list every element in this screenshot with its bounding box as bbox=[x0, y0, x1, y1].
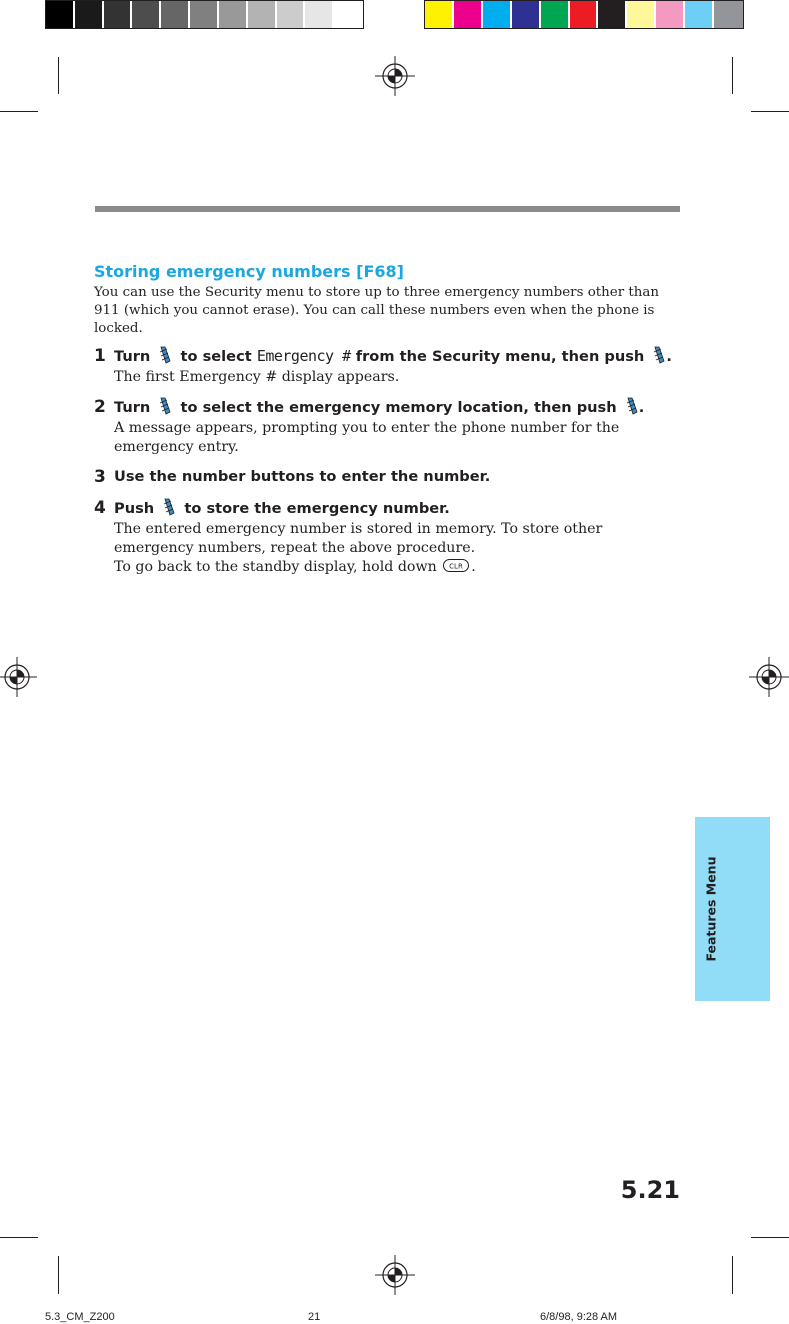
step-description bbox=[114, 368, 644, 387]
jog-dial-icon bbox=[158, 346, 172, 364]
section-heading: Storing emergency numbers [F68] bbox=[94, 262, 404, 281]
jog-dial-icon bbox=[652, 346, 666, 364]
color-bar bbox=[424, 0, 744, 29]
color-swatch bbox=[714, 1, 743, 28]
color-swatch bbox=[454, 1, 483, 28]
jog-dial-icon bbox=[158, 397, 172, 415]
step-text: . bbox=[471, 559, 476, 575]
tab-label-box bbox=[695, 817, 727, 1001]
step-body-line: The first Emergency # display appears. bbox=[114, 369, 400, 385]
color-swatch bbox=[248, 1, 277, 28]
crop-mark bbox=[0, 111, 38, 112]
color-swatch bbox=[104, 1, 133, 28]
registration-mark-icon bbox=[375, 1255, 415, 1295]
step-instruction bbox=[114, 397, 644, 418]
step-text: to store the emergency number. bbox=[184, 500, 450, 517]
color-swatch bbox=[334, 1, 363, 28]
step-number: 3 bbox=[94, 467, 106, 487]
color-swatch bbox=[277, 1, 306, 28]
step-description bbox=[114, 419, 644, 457]
step-text: to select bbox=[180, 348, 252, 365]
intro-line: You can use the Security menu to store up to three emergency numbers other than bbox=[94, 285, 659, 300]
step-number: 1 bbox=[94, 346, 106, 366]
step-body-line: emergency numbers, repeat the above procedure. bbox=[114, 540, 476, 556]
intro-line: locked. bbox=[94, 321, 143, 336]
step-body-line: The entered emergency number is stored in memory. To store other bbox=[114, 521, 603, 537]
color-swatch bbox=[512, 1, 541, 28]
step-text: Turn bbox=[114, 348, 151, 365]
footer-filename: 5.3_CM_Z200 bbox=[45, 1311, 115, 1323]
step-text: to select the emergency memory location, then push bbox=[180, 399, 617, 416]
crop-mark bbox=[751, 111, 789, 112]
color-swatch bbox=[46, 1, 75, 28]
section-rule bbox=[95, 206, 680, 212]
step-instruction bbox=[114, 346, 672, 367]
jog-dial-icon bbox=[625, 397, 639, 415]
step-text: from the Security menu, then push bbox=[355, 348, 645, 365]
color-swatch bbox=[190, 1, 219, 28]
crop-mark bbox=[732, 1256, 733, 1294]
intro-paragraph bbox=[94, 284, 674, 338]
color-swatch bbox=[161, 1, 190, 28]
color-swatch bbox=[685, 1, 714, 28]
crop-mark bbox=[58, 1256, 59, 1294]
color-swatch bbox=[75, 1, 104, 28]
step-instruction bbox=[114, 498, 450, 519]
registration-mark-icon bbox=[375, 56, 415, 96]
clr-key-icon bbox=[443, 559, 469, 572]
color-swatch bbox=[425, 1, 454, 28]
registration-mark-icon bbox=[749, 657, 789, 697]
color-swatch bbox=[627, 1, 656, 28]
color-swatch bbox=[656, 1, 685, 28]
step-text: . bbox=[666, 348, 672, 365]
footer-timestamp: 6/8/98, 9:28 AM bbox=[540, 1311, 618, 1323]
step-text: Push bbox=[114, 500, 155, 517]
color-swatch bbox=[132, 1, 161, 28]
color-swatch bbox=[219, 1, 248, 28]
color-swatch bbox=[598, 1, 627, 28]
step-number: 2 bbox=[94, 397, 106, 417]
step-instruction bbox=[114, 467, 490, 487]
step-text: To go back to the standby display, hold down bbox=[114, 559, 437, 575]
step-body-line: A message appears, prompting you to enter the phone number for the bbox=[114, 420, 620, 436]
registration-mark-icon bbox=[0, 657, 37, 697]
tab-label: Features Menu bbox=[703, 856, 719, 962]
lcd-display-text: Emergency # bbox=[256, 347, 351, 365]
footer-page: 21 bbox=[308, 1311, 321, 1323]
intro-line: 911 (which you cannot erase). You can call these numbers even when the phone is bbox=[94, 303, 655, 318]
jog-dial-icon bbox=[162, 498, 176, 516]
step-description bbox=[114, 520, 644, 577]
grayscale-bar bbox=[45, 0, 364, 29]
page-number: 5.21 bbox=[620, 1176, 680, 1204]
step-text: Use the number buttons to enter the number. bbox=[114, 468, 491, 485]
step-text: Turn bbox=[114, 399, 151, 416]
crop-mark bbox=[732, 57, 733, 94]
color-swatch bbox=[305, 1, 334, 28]
clr-key-label: CLR bbox=[449, 562, 464, 571]
step-number: 4 bbox=[94, 498, 106, 518]
color-swatch bbox=[541, 1, 570, 28]
crop-mark bbox=[0, 1237, 38, 1238]
crop-mark bbox=[751, 1237, 789, 1238]
color-swatch bbox=[483, 1, 512, 28]
color-swatch bbox=[570, 1, 599, 28]
step-body-line: emergency entry. bbox=[114, 439, 239, 455]
step-body-line bbox=[114, 558, 644, 577]
crop-mark bbox=[58, 57, 59, 94]
step-text: . bbox=[638, 399, 645, 416]
